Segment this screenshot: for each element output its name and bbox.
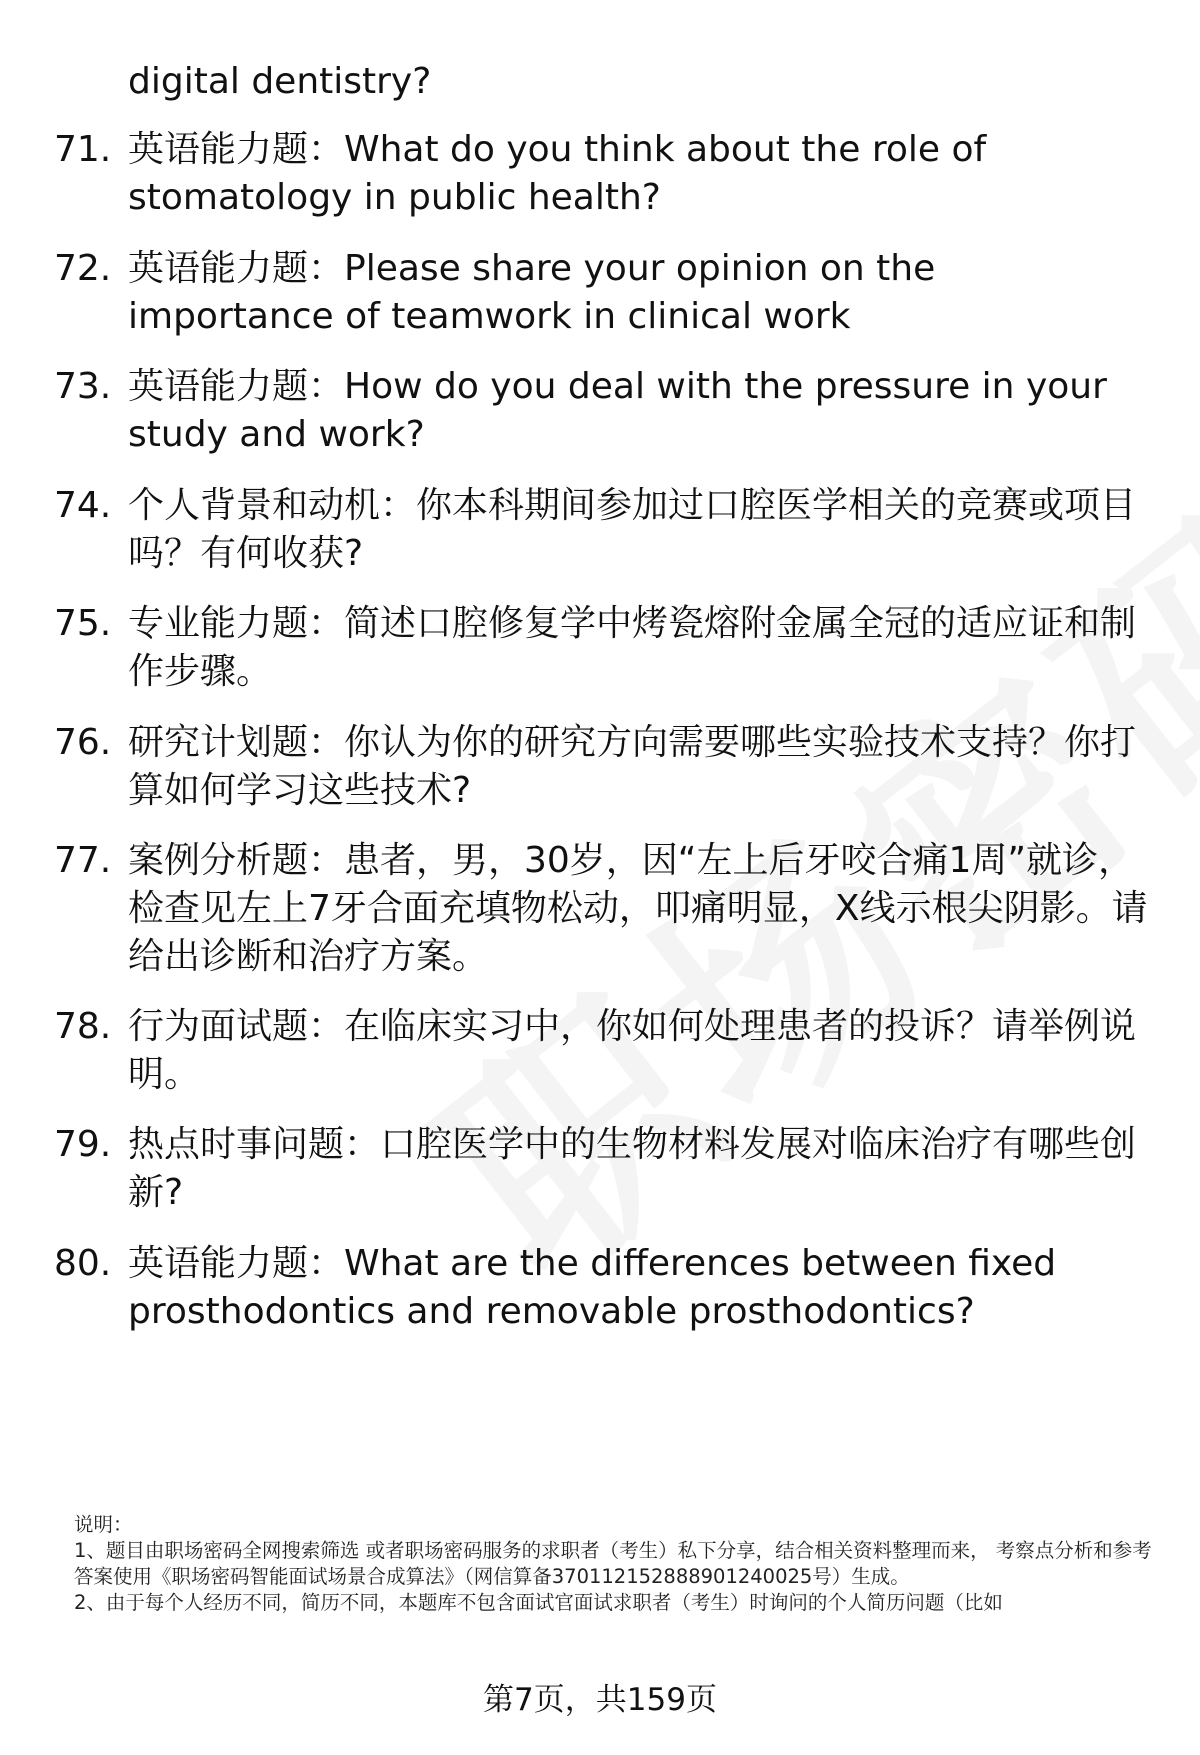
question-text: 英语能力题：How do you deal with the pressure in your study and work? <box>128 366 1107 455</box>
question-text: 案例分析题：患者，男，30岁，因“左上后牙咬合痛1周”就诊，检查见左上7牙合面充填物松动，叩痛明显，X线示根尖阴影。请给出诊断和治疗方案。 <box>128 840 1148 977</box>
page-footer: 第7页，共159页 <box>483 1682 717 1718</box>
question-number: 71. <box>54 129 112 170</box>
question-number: 73. <box>54 366 112 407</box>
question-number: 75. <box>54 603 112 644</box>
question-text: 专业能力题：简述口腔修复学中烤瓷熔附金属全冠的适应证和制作步骤。 <box>128 603 1137 692</box>
notes-heading: 说明： <box>74 1513 133 1536</box>
question-number: 78. <box>54 1006 112 1047</box>
question-text: 英语能力题：Please share your opinion on the importance of teamwork in clinical work <box>128 248 936 337</box>
question-text: 热点时事问题：口腔医学中的生物材料发展对临床治疗有哪些创新? <box>128 1124 1137 1213</box>
question-number: 74. <box>54 485 112 526</box>
question-text: 英语能力题：What are the differences between fixed prosthodontics and removable prosthodontics? <box>128 1243 1057 1332</box>
note-item: 2、由于每个人经历不同，简历不同，本题库不包含面试官面试求职者（考生）时询问的个人简历问题（比如 <box>74 1591 1003 1614</box>
question-number: 76. <box>54 722 112 763</box>
question-text: 研究计划题：你认为你的研究方向需要哪些实验技术支持？你打算如何学习这些技术? <box>128 722 1137 811</box>
question-text: 个人背景和动机：你本科期间参加过口腔医学相关的竞赛或项目吗？有何收获? <box>128 485 1137 574</box>
question-number: 80. <box>54 1243 112 1284</box>
note-item: 1、题目由职场密码全网搜索筛选 或者职场密码服务的求职者（考生）私下分享，结合相关资料整理而来， 考察点分析和参考答案使用《职场密码智能面试场景合成算法》（网信算备370112152888901240025号）生成。 <box>74 1539 1152 1588</box>
question-text: 行为面试题：在临床实习中，你如何处理患者的投诉？请举例说明。 <box>128 1006 1137 1095</box>
continuation-text: digital dentistry? <box>128 61 432 102</box>
notes-section <box>74 1512 1154 1616</box>
question-number: 77. <box>54 840 112 881</box>
question-text: 英语能力题：What do you think about the role of stomatology in public health? <box>128 129 987 218</box>
question-number: 79. <box>54 1124 112 1165</box>
question-number: 72. <box>54 248 112 289</box>
